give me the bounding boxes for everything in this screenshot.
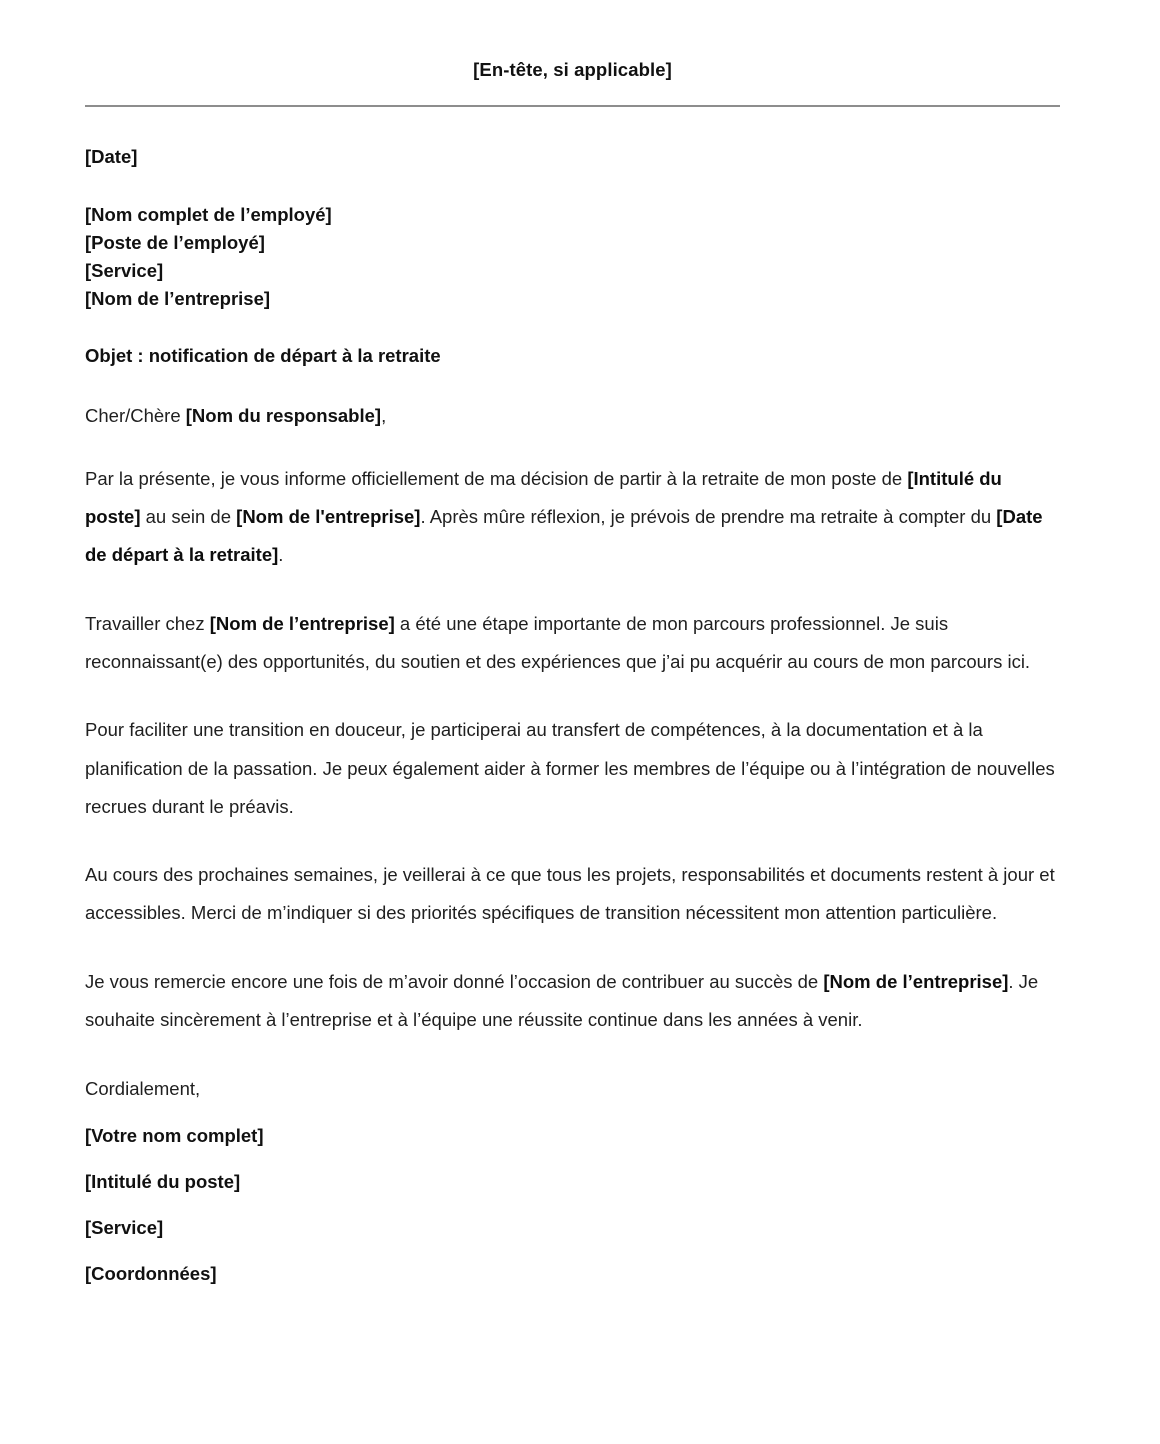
placeholder-field: [Intitulé du poste] (85, 467, 1002, 528)
body-text: . Après mûre réflexion, je prévois de prendre ma retraite à compter du (420, 506, 997, 528)
letter-body (85, 460, 1060, 1039)
letterhead-title: [En-tête, si applicable] (473, 59, 672, 80)
body-text: au sein de (140, 506, 237, 528)
placeholder-field: [Nom de l’entreprise] (209, 612, 395, 634)
date-placeholder: [Date] (85, 146, 138, 168)
recipient-department: [Service] (85, 260, 164, 282)
salutation (85, 402, 1060, 430)
body-text: a été une étape importante de mon parcours professionnel. Je suis reconnaissant(e) des opportunités, du soutien et des expériences que j’ai pu acquérir au cours de mon parcours ici. (85, 612, 1031, 672)
subject-line: Objet : notification de départ à la retraite (85, 345, 441, 367)
body-text: Au cours des prochaines semaines, je veillerai à ce que tous les projets, responsabilités et documents restent à jour et accessibles. Merci de m’indiquer si des priorités spécifiques de transition nécessitent mon attention particulière. (85, 864, 1055, 924)
para-transition (85, 711, 1060, 826)
para-notice (85, 460, 1060, 575)
letterhead (85, 0, 1060, 81)
placeholder-field: [Date de départ à la retraite] (85, 506, 1043, 566)
signature-line-3: [Service] (85, 1216, 164, 1238)
para-handover (85, 856, 1060, 933)
recipient-company: [Nom de l’entreprise] (85, 288, 271, 310)
salutation-prefix: Cher/Chère (85, 405, 186, 427)
header-divider (85, 105, 1060, 107)
placeholder-field: [Nom de l'entreprise] (236, 506, 421, 528)
signature-block (85, 1123, 1060, 1287)
signature-line-1: [Votre nom complet] (85, 1124, 264, 1146)
recipient-position: [Poste de l’employé] (85, 231, 265, 253)
recipient-address-block (85, 201, 1060, 313)
signature-line-2: [Intitulé du poste] (85, 1170, 241, 1192)
placeholder-field: [Nom de l’entreprise] (823, 970, 1009, 992)
salutation-manager-name: [Nom du responsable] (185, 405, 382, 427)
letter-sheet (85, 0, 1060, 1287)
body-text: Pour faciliter une transition en douceur, je participerai au transfert de compétences, à la documentation et à la planification de la passation. Je peux également aider à former les membres de l’équipe ou à l’intégration de nouvelles recrues durant le préavis. (85, 719, 1055, 817)
body-text: Par la présente, je vous informe officiellement de ma décision de partir à la retraite de mon poste de (85, 467, 908, 489)
para-gratitude (85, 605, 1060, 682)
body-text: Je vous remercie encore une fois de m’avoir donné l’occasion de contribuer au succès de (85, 970, 824, 992)
signature-line-4: [Coordonnées] (85, 1262, 217, 1284)
recipient-name: [Nom complet de l’employé] (85, 203, 332, 225)
salutation-suffix: , (381, 405, 387, 427)
closing-greeting: Cordialement, (85, 1078, 201, 1100)
body-text: Travailler chez (85, 612, 210, 634)
body-text: . (278, 544, 284, 566)
closing-block (85, 1075, 1060, 1286)
body-text: . Je souhaite sincèrement à l’entreprise et à l’équipe une réussite continue dans les années à venir. (85, 970, 1039, 1030)
para-thanks (85, 963, 1060, 1040)
